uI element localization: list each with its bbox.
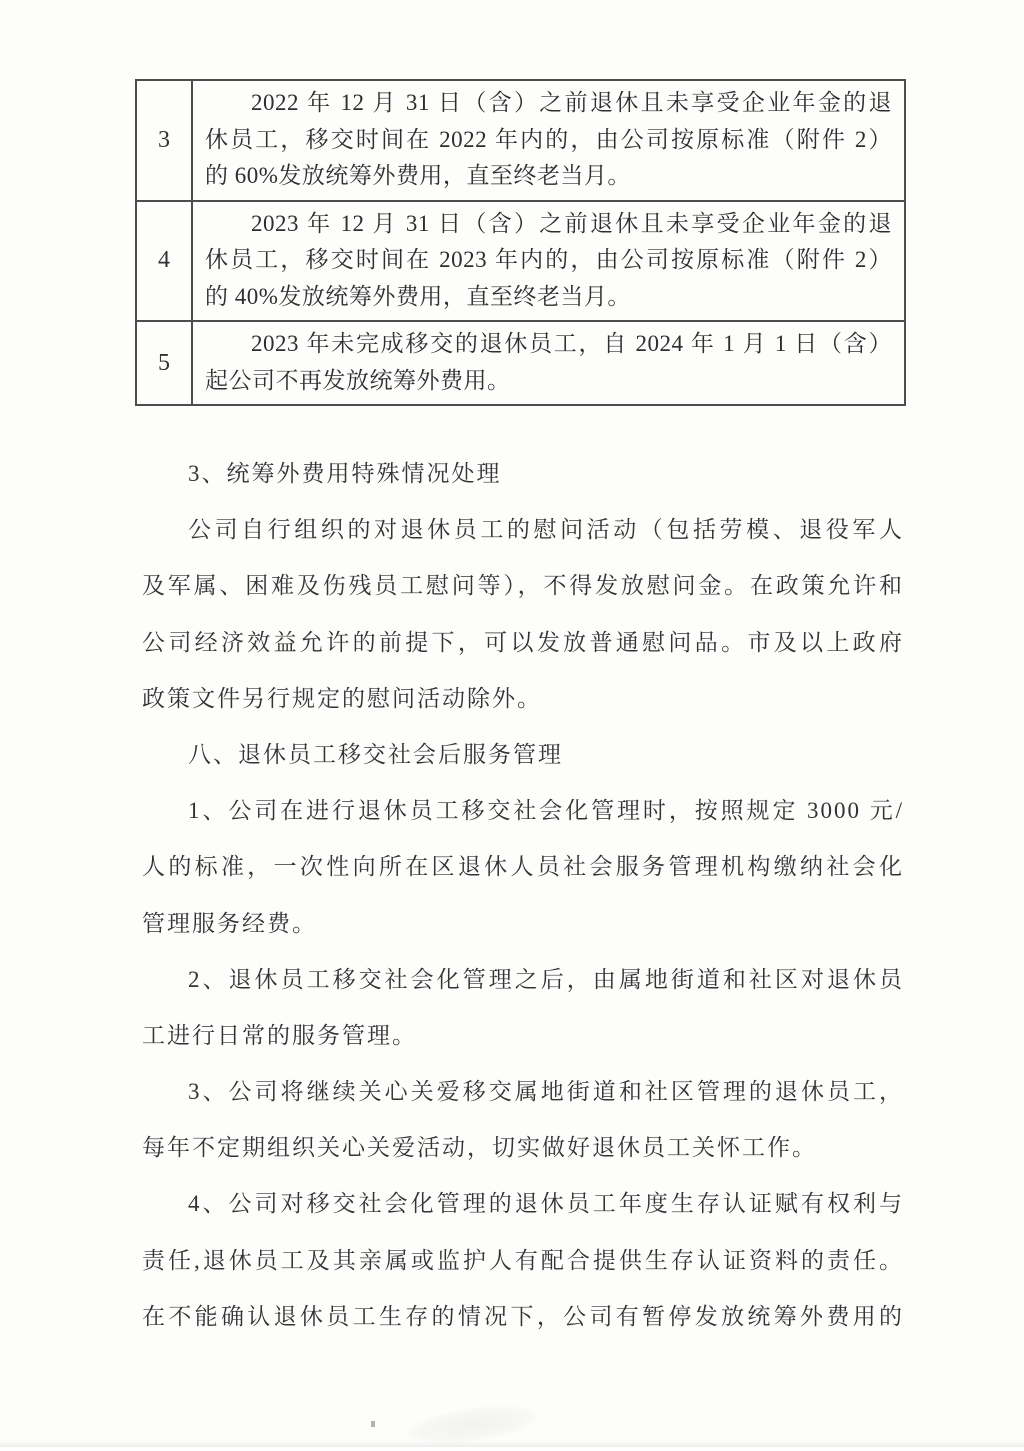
body-text-line: 3、统筹外费用特殊情况处理	[188, 461, 502, 486]
scan-dot	[371, 1421, 375, 1427]
body-text-line: 每年不定期组织关心关爱活动，切实做好退休员工关怀工作。	[142, 1135, 817, 1161]
table-row	[136, 321, 905, 405]
body-text-line: 人的标准，一次性向所在区退休人员社会服务管理机构缴纳社会化	[142, 854, 904, 880]
body-text-line: 2、退休员工移交社会化管理之后，由属地街道和社区对退休员	[188, 966, 904, 992]
table-text-line: 起公司不再发放统筹外费用。	[205, 367, 511, 393]
body-text-line: 及军属、困难及伤残员工慰问等），不得发放慰问金。在政策允许和	[142, 573, 904, 599]
body-text-line: 在不能确认退休员工生存的情况下，公司有暂停发放统筹外费用的	[142, 1303, 904, 1329]
body-text-line: 工进行日常的服务管理。	[142, 1022, 417, 1048]
table-text-line: 2022 年 12 月 31 日（含）之前退休且未享受企业年金的退	[251, 90, 892, 115]
page-bottom-edge	[0, 1441, 1024, 1447]
row-number-cell: 4	[136, 201, 192, 322]
table-row	[136, 80, 905, 201]
table-text-line: 的 40%发放统筹外费用，直至终老当月。	[205, 283, 631, 309]
body-text-line: 责任,退休员工及其亲属或监护人有配合提供生存认证资料的责任。	[142, 1247, 904, 1273]
table-text-line: 休员工，移交时间在 2023 年内的，由公司按原标准（附件 2）	[205, 247, 893, 272]
body-text-line: 公司经济效益允许的前提下，可以发放普通慰问品。市及以上政府	[142, 629, 904, 655]
table-row	[136, 201, 905, 322]
row-text-cell	[192, 80, 905, 201]
body-text-line: 八、退休员工移交社会后服务管理	[188, 741, 563, 767]
policy-table-body	[136, 80, 905, 405]
row-text-cell	[192, 321, 905, 405]
table-text-line: 休员工，移交时间在 2022 年内的，由公司按原标准（附件 2）	[205, 126, 893, 152]
body-text-line: 公司自行组织的对退休员工的慰问活动（包括劳模、退役军人	[188, 517, 904, 543]
body-text-line: 3、公司将继续关心关爱移交属地街道和社区管理的退休员工，	[188, 1079, 904, 1105]
body-text-line: 1、公司在进行退休员工移交社会化管理时，按照规定 3000 元/	[188, 798, 904, 824]
body-text-line: 政策文件另行规定的慰问活动除外。	[142, 685, 542, 711]
body-text-line: 4、公司对移交社会化管理的退休员工年度生存认证赋有权利与	[188, 1191, 904, 1217]
row-number-cell: 3	[136, 80, 192, 201]
table-text-line: 2023 年未完成移交的退休员工，自 2024 年 1 月 1 日（含）	[251, 331, 892, 356]
body-text-line: 管理服务经费。	[142, 910, 317, 936]
row-number-cell: 5	[136, 321, 192, 405]
row-text-cell	[192, 201, 905, 322]
table-text-line: 的 60%发放统筹外费用，直至终老当月。	[205, 163, 631, 188]
document-body	[142, 446, 904, 1345]
table-text-line: 2023 年 12 月 31 日（含）之前退休且未享受企业年金的退	[251, 210, 892, 236]
policy-table	[135, 79, 906, 406]
